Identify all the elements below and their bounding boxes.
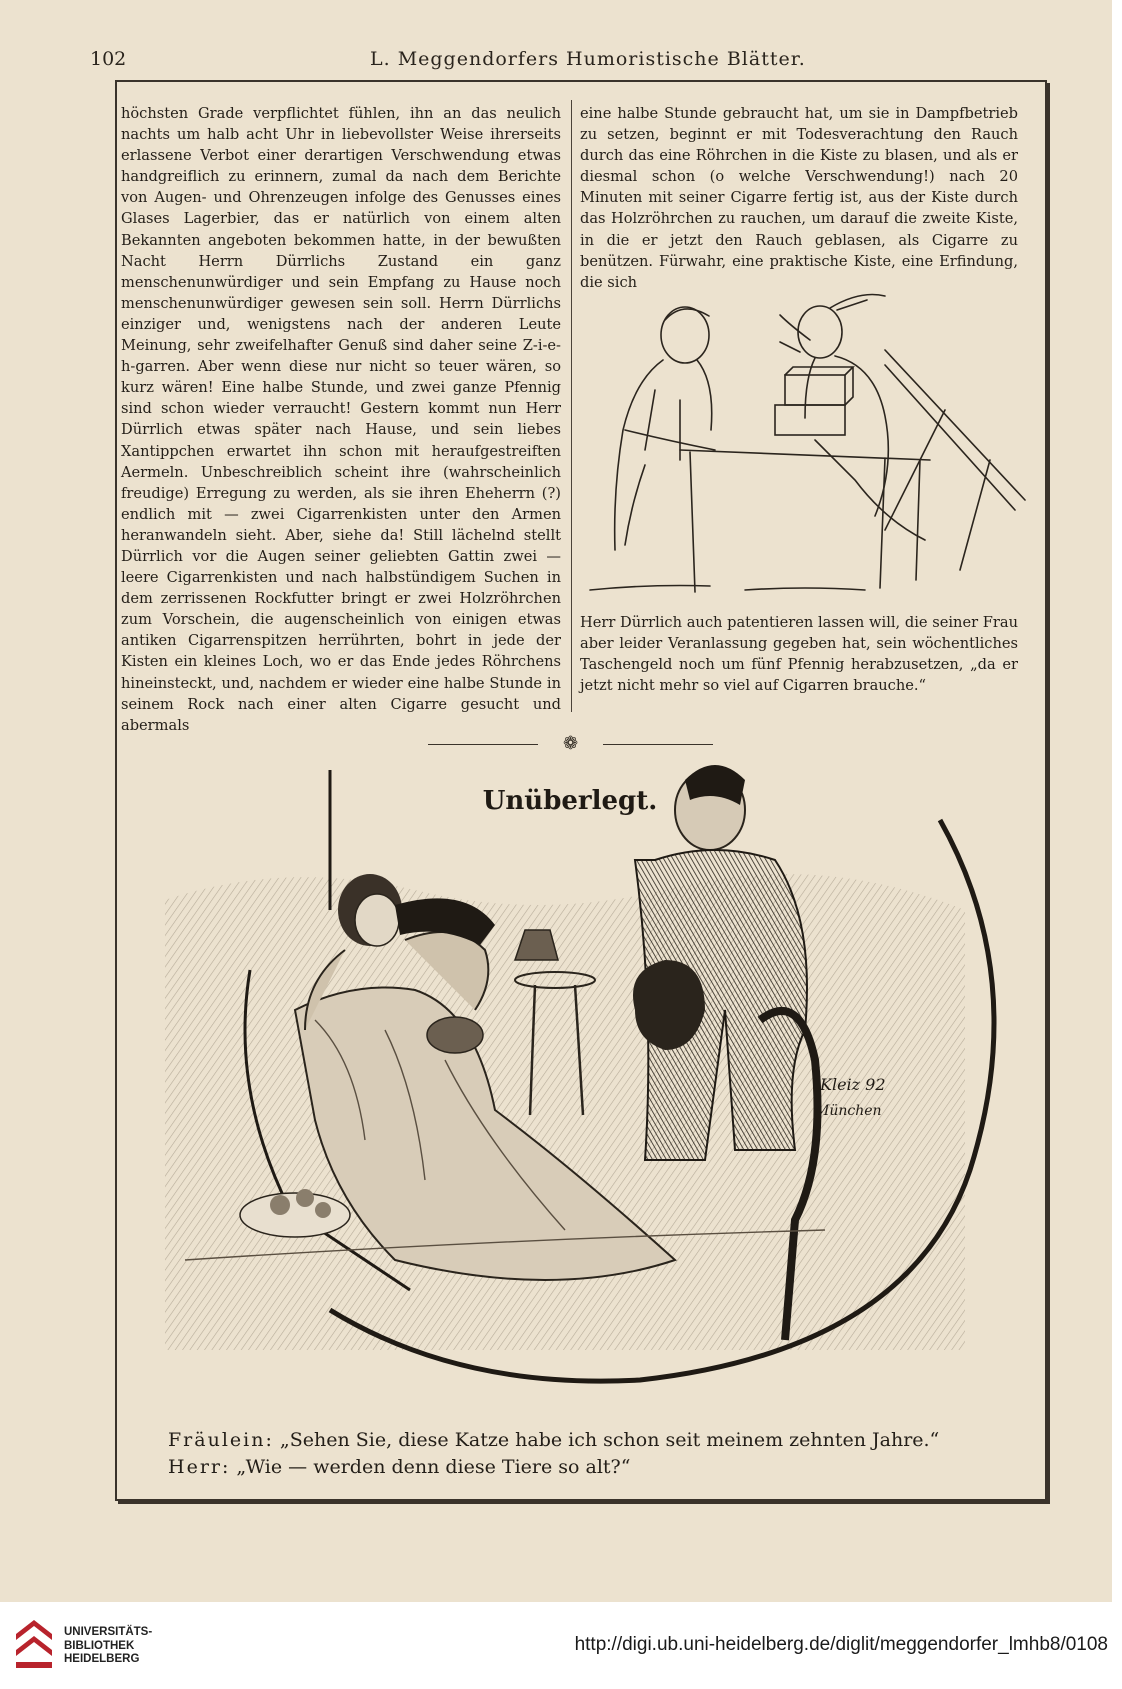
caption-line (168, 1427, 998, 1454)
journal-title: L. Meggendorfers Humoristische Blätter. (370, 48, 806, 70)
divider-line-left (428, 744, 538, 745)
caption-speaker: Fräulein: (168, 1429, 274, 1451)
library-name-line: UNIVERSITÄTS- (64, 1626, 153, 1638)
running-head (90, 46, 1040, 76)
article-column-right-top: eine halbe Stunde gebraucht hat, um sie in Dampfbetrieb zu setzen, beginnt er mit Todesverachtung den Rauch durch das eine Röhrchen in die Kiste zu blasen, und als er diesmal schon (o welche Verschwendung!) nach 20 Minuten mit seiner Cigarre fertig ist, aus der Kiste durch das Holzröhrchen zu rauchen, um darauf die zweite Kiste, in die er jetzt den Rauch geblasen, als Cigarre zu benützen. Fürwahr, eine praktische Kiste, eine Erfindung, die sich (580, 105, 1018, 291)
divider-line-right (603, 744, 713, 745)
library-name-line: HEIDELBERG (64, 1653, 140, 1665)
page-number: 102 (90, 48, 127, 70)
caption-speaker: Herr: (168, 1456, 231, 1478)
caption-text: „Sehen Sie, diese Katze habe ich schon seit meinem zehnten Jahre.“ (273, 1429, 940, 1451)
source-url[interactable]: http://digi.ub.uni-heidelberg.de/diglit/meggendorfer_lmhb8/0108 (574, 1634, 1108, 1655)
cartoon-caption (168, 1427, 998, 1481)
artist-signature: Kleiz 92 (820, 1075, 886, 1094)
cartoon-title: Unüberlegt. (482, 786, 658, 816)
section-divider (428, 733, 713, 757)
cartoon-illustration (165, 820, 1025, 1360)
article-column-right-bottom: Herr Dürrlich auch patentieren lassen will, die seiner Frau aber leider Veranlassung gegeben hat, sein wöchentliches Taschengeld noch um fünf Pfennig herabzusetzen, „da er jetzt nicht mehr so viel auf Cigarren brauche.“ (580, 614, 1018, 695)
viewer-footer (0, 1602, 1122, 1689)
library-name-line: BIBLIOTHEK (64, 1639, 135, 1652)
caption-line (168, 1454, 998, 1481)
library-name (64, 1626, 152, 1667)
caption-text: „Wie — werden denn diese Tiere so alt?“ (230, 1456, 631, 1478)
cigar-box-illustration (585, 290, 1040, 605)
artist-signature-city: München (815, 1103, 882, 1119)
fleuron-icon: ❁ (562, 733, 579, 754)
article-column-left: höchsten Grade verpflichtet fühlen, ihn an das neulich nachts um halb acht Uhr in liebevollster Weise ihrerseits erlassene Verbot einer derartigen Verschwendung etwas handgreiflich zu erinnern, zumal da nach dem Berichte von Augen- und Ohrenzeugen infolge des Genusses eines Glases Lagerbier, das er natürlich von einem alten Bekannten angeboten bekommen hatte, in der bewußten Nacht Herrn Dürrlichs Zustand ein ganz menschenunwürdiger und sein Empfang zu Hause noch menschenunwürdiger gewesen sein soll. Herrn Dürrlichs einziger und, wenigstens nach der anderen Leute Meinung, sehr zweifelhafter Genuß sind daher seine Z-i-e-h-garren. Aber wenn diese nur nicht so teuer wären, so kurz wären! Eine halbe Stunde, und zwei ganze Pfennig sind schon wieder verraucht! Gestern kommt nun Herr Dürrlich etwas später nach Hause, und sein liebes Xantippchen erwartet ihn schon mit heraufgestreiften Aermeln. Unbeschreiblich scheint ihre (wahrscheinlich freudige) Erregung zu werden, als sie ihren Eheherrn (?) endlich mit — zwei Cigarrenkisten unter den Armen heranwandeln sieht. Aber, siehe da! Still lächelnd stellt Dürrlich vor die Augen seiner geliebten Gattin zwei — leere Cigarrenkisten und nach halbstündigem Suchen in dem zerrissenen Rockfutter bringt er zwei Holzröhrchen zum Vorschein, die augenscheinlich von einigen etwas antiken Cigarrenspitzen herrührten, bohrt in jede der Kisten ein kleines Loch, wo er das Ende jedes Röhrchens hineinsteckt, und, nachdem er wieder eine halbe Stunde in seinem Rock nach einer alten Cigarre gesucht und abermals (121, 105, 561, 734)
column-rule (571, 100, 572, 712)
library-logo-icon (12, 1616, 56, 1674)
